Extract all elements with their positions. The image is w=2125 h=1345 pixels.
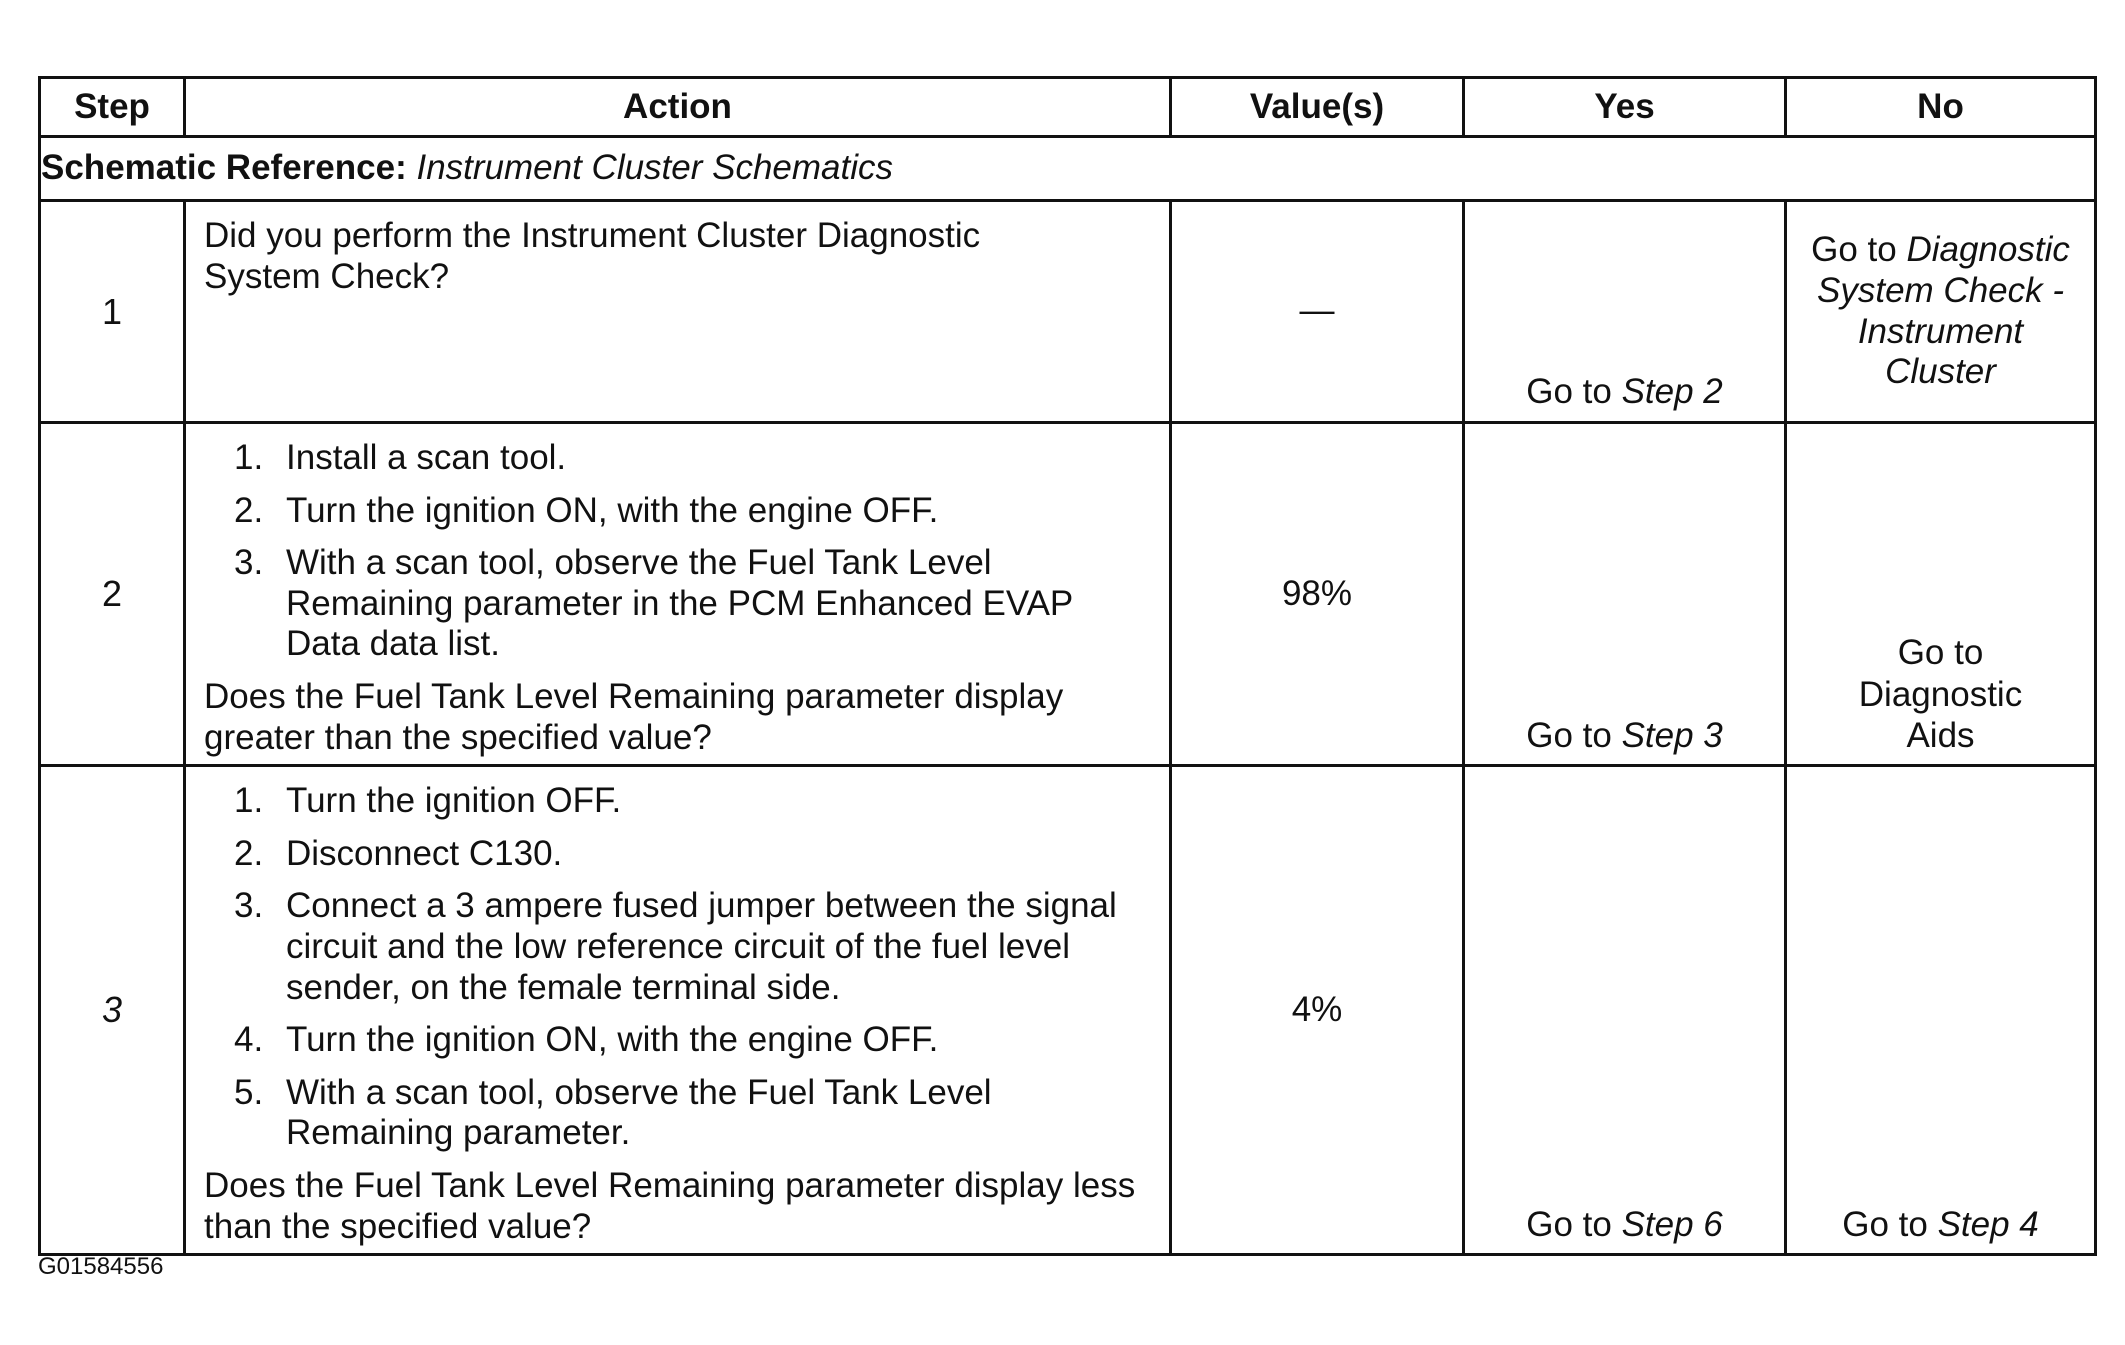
table-row-step-1 (40, 201, 2096, 423)
yes-cell (1464, 766, 1786, 1255)
substep-number: 2. (234, 490, 264, 530)
action-cell (185, 201, 1171, 423)
substep-item (204, 834, 1155, 875)
substep-list (204, 438, 1155, 665)
substep-text: Connect a 3 ampere fused jumper between the signal circuit and the low reference circuit of the fuel level sender, on the female terminal side. (286, 886, 1117, 1007)
yes-cell (1464, 423, 1786, 766)
substep-item (204, 1020, 1155, 1061)
yes-link (1526, 716, 1723, 755)
no-prefix: Go to (1842, 1204, 1928, 1244)
substep-number: 4. (234, 1020, 264, 1060)
no-step-ref: Step 4 (1937, 1204, 2039, 1244)
substep-text: Turn the ignition OFF. (286, 781, 622, 821)
header-yes: Yes (1464, 78, 1786, 137)
action-cell (185, 766, 1171, 1255)
yes-prefix: Go to (1526, 372, 1612, 412)
yes-prefix: Go to (1526, 715, 1612, 755)
no-link: Go to Diagnostic Aids (1858, 633, 2023, 755)
yes-step-ref: Step 6 (1621, 1204, 1723, 1244)
substep-item (204, 491, 1155, 532)
yes-step-ref: Step 3 (1621, 715, 1723, 755)
substep-item (204, 543, 1155, 665)
value-cell: 98% (1171, 423, 1464, 766)
action-question: Did you perform the Instrument Cluster Diagnostic System Check? (204, 216, 981, 296)
substep-item (204, 886, 1155, 1008)
yes-link (1526, 372, 1723, 411)
step-number: 1 (40, 201, 185, 423)
substep-text: With a scan tool, observe the Fuel Tank Level Remaining parameter in the PCM Enhanced EVAP Data data list. (286, 543, 1073, 664)
substep-number: 5. (234, 1072, 264, 1112)
no-cell (1786, 766, 2096, 1255)
no-link (1842, 1205, 2039, 1244)
yes-prefix: Go to (1526, 1204, 1612, 1244)
no-link (1811, 230, 2070, 391)
substep-item (204, 1073, 1155, 1154)
action-question: Does the Fuel Tank Level Remaining parameter display greater than the specified value? (204, 676, 1064, 757)
yes-cell (1464, 201, 1786, 423)
substep-number: 2. (234, 833, 264, 873)
table-row-step-2 (40, 423, 2096, 766)
diagnostic-table-sheet (38, 76, 2094, 1256)
substep-text: Turn the ignition ON, with the engine OFF. (286, 1020, 939, 1060)
figure-id: G01584556 (38, 1253, 164, 1280)
schematic-reference-cell (40, 137, 2096, 201)
action-question: Does the Fuel Tank Level Remaining parameter display less than the specified value? (204, 1165, 1136, 1246)
table-row-step-3 (40, 766, 2096, 1255)
substep-text: Turn the ignition ON, with the engine OFF. (286, 490, 939, 530)
schematic-reference-row (40, 137, 2096, 201)
substep-number: 1. (234, 781, 264, 821)
value-cell: 4% (1171, 766, 1464, 1255)
substep-item (204, 438, 1155, 479)
no-prefix: Go to (1811, 230, 1897, 270)
substep-text: With a scan tool, observe the Fuel Tank Level Remaining parameter. (286, 1072, 992, 1153)
action-cell (185, 423, 1171, 766)
substep-number: 1. (234, 438, 264, 477)
header-action: Action (185, 78, 1171, 137)
no-step-ref: Diagnostic System Check - Instrument Cluster (1817, 230, 2070, 392)
substep-number: 3. (234, 543, 264, 583)
value-cell: — (1171, 201, 1464, 423)
step-number: 3 (40, 766, 185, 1255)
diagnostic-table (38, 76, 2097, 1256)
no-cell (1786, 201, 2096, 423)
header-no: No (1786, 78, 2096, 137)
header-values: Value(s) (1171, 78, 1464, 137)
schematic-reference-value: Instrument Cluster Schematics (416, 148, 894, 188)
yes-step-ref: Step 2 (1621, 372, 1723, 412)
yes-link (1526, 1205, 1723, 1244)
schematic-reference-label: Schematic Reference: (41, 148, 407, 188)
header-row (40, 78, 2096, 137)
substep-text: Install a scan tool. (286, 438, 567, 477)
substep-number: 3. (234, 886, 264, 926)
substep-text: Disconnect C130. (286, 833, 563, 873)
substep-item (204, 781, 1155, 822)
substep-list (204, 781, 1155, 1154)
header-step: Step (40, 78, 185, 137)
step-number: 2 (40, 423, 185, 766)
no-cell (1786, 423, 2096, 766)
